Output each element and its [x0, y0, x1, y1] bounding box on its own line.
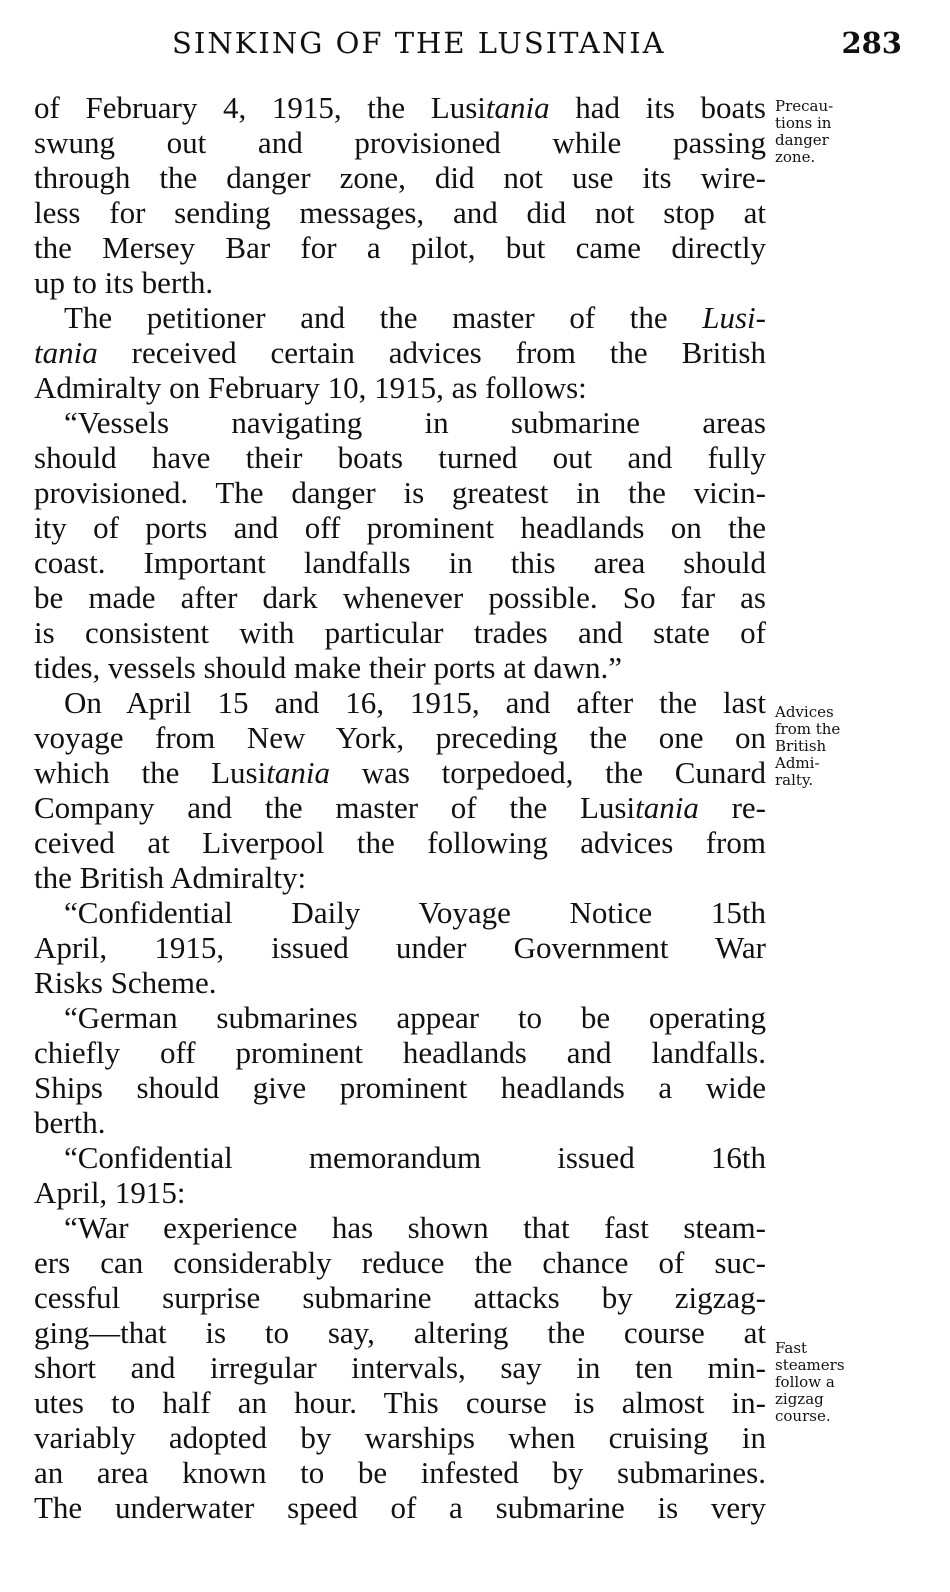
- text-line: tania received certain advices from the British: [34, 335, 766, 370]
- text-line: berth.: [34, 1105, 106, 1140]
- text-line: is consistent with particular trades and state of: [34, 615, 766, 650]
- text-line: through the danger zone, did not use its wire-: [34, 160, 766, 195]
- text-line: April, 1915:: [34, 1175, 186, 1210]
- text-line: variably adopted by warships when cruising in: [34, 1420, 766, 1455]
- text-line: the British Admiralty:: [34, 860, 307, 895]
- margin-note-line: British: [775, 737, 827, 755]
- text-line: which the Lusitania was torpedoed, the Cunard: [34, 755, 766, 790]
- text-line: “Vessels navigating in submarine areas: [64, 405, 766, 440]
- margin-note-zigzag: [775, 1340, 885, 1425]
- text-line: On April 15 and 16, 1915, and after the last: [64, 685, 766, 720]
- text-line: Ships should give prominent headlands a wide: [34, 1070, 766, 1105]
- text-line: ceived at Liverpool the following advices from: [34, 825, 766, 860]
- text-line: ging—that is to say, altering the course at: [34, 1315, 766, 1350]
- text-line: provisioned. The danger is greatest in the vicin-: [34, 475, 766, 510]
- ship-name: Lusi-: [702, 300, 766, 335]
- text-line: swung out and provisioned while passing: [34, 125, 766, 160]
- margin-note-line: Fast: [775, 1339, 808, 1357]
- text-line: April, 1915, issued under Government War: [34, 930, 766, 965]
- text-line: Risks Scheme.: [34, 965, 217, 1000]
- text-line: “Confidential Daily Voyage Notice 15th: [64, 895, 766, 930]
- text-line: The petitioner and the master of the Lusi-: [64, 300, 766, 335]
- margin-note-line: steamers: [775, 1356, 845, 1374]
- text-line: less for sending messages, and did not stop at: [34, 195, 766, 230]
- ship-name: tania: [485, 90, 550, 125]
- text-line: ity of ports and off prominent headlands on the: [34, 510, 766, 545]
- ship-name: tania: [34, 335, 98, 370]
- margin-note-line: danger: [775, 131, 829, 149]
- margin-note-line: Advices: [775, 703, 834, 721]
- text-line: the Mersey Bar for a pilot, but came directly: [34, 230, 766, 265]
- text-line: should have their boats turned out and fully: [34, 440, 766, 475]
- text-line: ers can considerably reduce the chance of suc-: [34, 1245, 766, 1280]
- text-line: Company and the master of the Lusitania re-: [34, 790, 766, 825]
- text-line: tides, vessels should make their ports at dawn.”: [34, 650, 623, 685]
- text-line: an area known to be infested by submarines.: [34, 1455, 766, 1490]
- text-line: of February 4, 1915, the Lusitania had its boats: [34, 90, 766, 125]
- text-line: “German submarines appear to be operating: [64, 1000, 766, 1035]
- ship-name: tania: [635, 790, 699, 825]
- text-line: Admiralty on February 10, 1915, as follows:: [34, 370, 587, 405]
- text-line: chiefly off prominent headlands and landfalls.: [34, 1035, 766, 1070]
- margin-note-line: Admi-: [775, 754, 820, 772]
- margin-note-line: ralty.: [775, 771, 814, 789]
- margin-note-line: follow a: [775, 1373, 835, 1391]
- text-line: voyage from New York, preceding the one on: [34, 720, 766, 755]
- margin-note-line: Precau-: [775, 97, 834, 115]
- text-line: “Confidential memorandum issued 16th: [64, 1140, 766, 1175]
- text-line: be made after dark whenever possible. So far as: [34, 580, 766, 615]
- margin-note-precautions: [775, 98, 885, 166]
- margin-note-line: course.: [775, 1407, 831, 1425]
- text-line: short and irregular intervals, say in ten min-: [34, 1350, 766, 1385]
- margin-note-advices: [775, 704, 885, 789]
- body-text: [34, 90, 766, 1525]
- running-head-title: SINKING OF THE LUSITANIA: [172, 26, 666, 60]
- text-line: coast. Important landfalls in this area should: [34, 545, 766, 580]
- text-line: cessful surprise submarine attacks by zigzag-: [34, 1280, 766, 1315]
- margin-note-line: zone.: [775, 148, 816, 166]
- text-line: up to its berth.: [34, 265, 214, 300]
- text-line: “War experience has shown that fast steam-: [64, 1210, 766, 1245]
- text-line: The underwater speed of a submarine is very: [34, 1490, 766, 1525]
- margin-note-line: tions in: [775, 114, 832, 132]
- text-line: utes to half an hour. This course is almost in-: [34, 1385, 766, 1420]
- page-number: 283: [841, 26, 902, 60]
- margin-note-line: from the: [775, 720, 841, 738]
- ship-name: tania: [266, 755, 330, 790]
- margin-note-line: zigzag: [775, 1390, 824, 1408]
